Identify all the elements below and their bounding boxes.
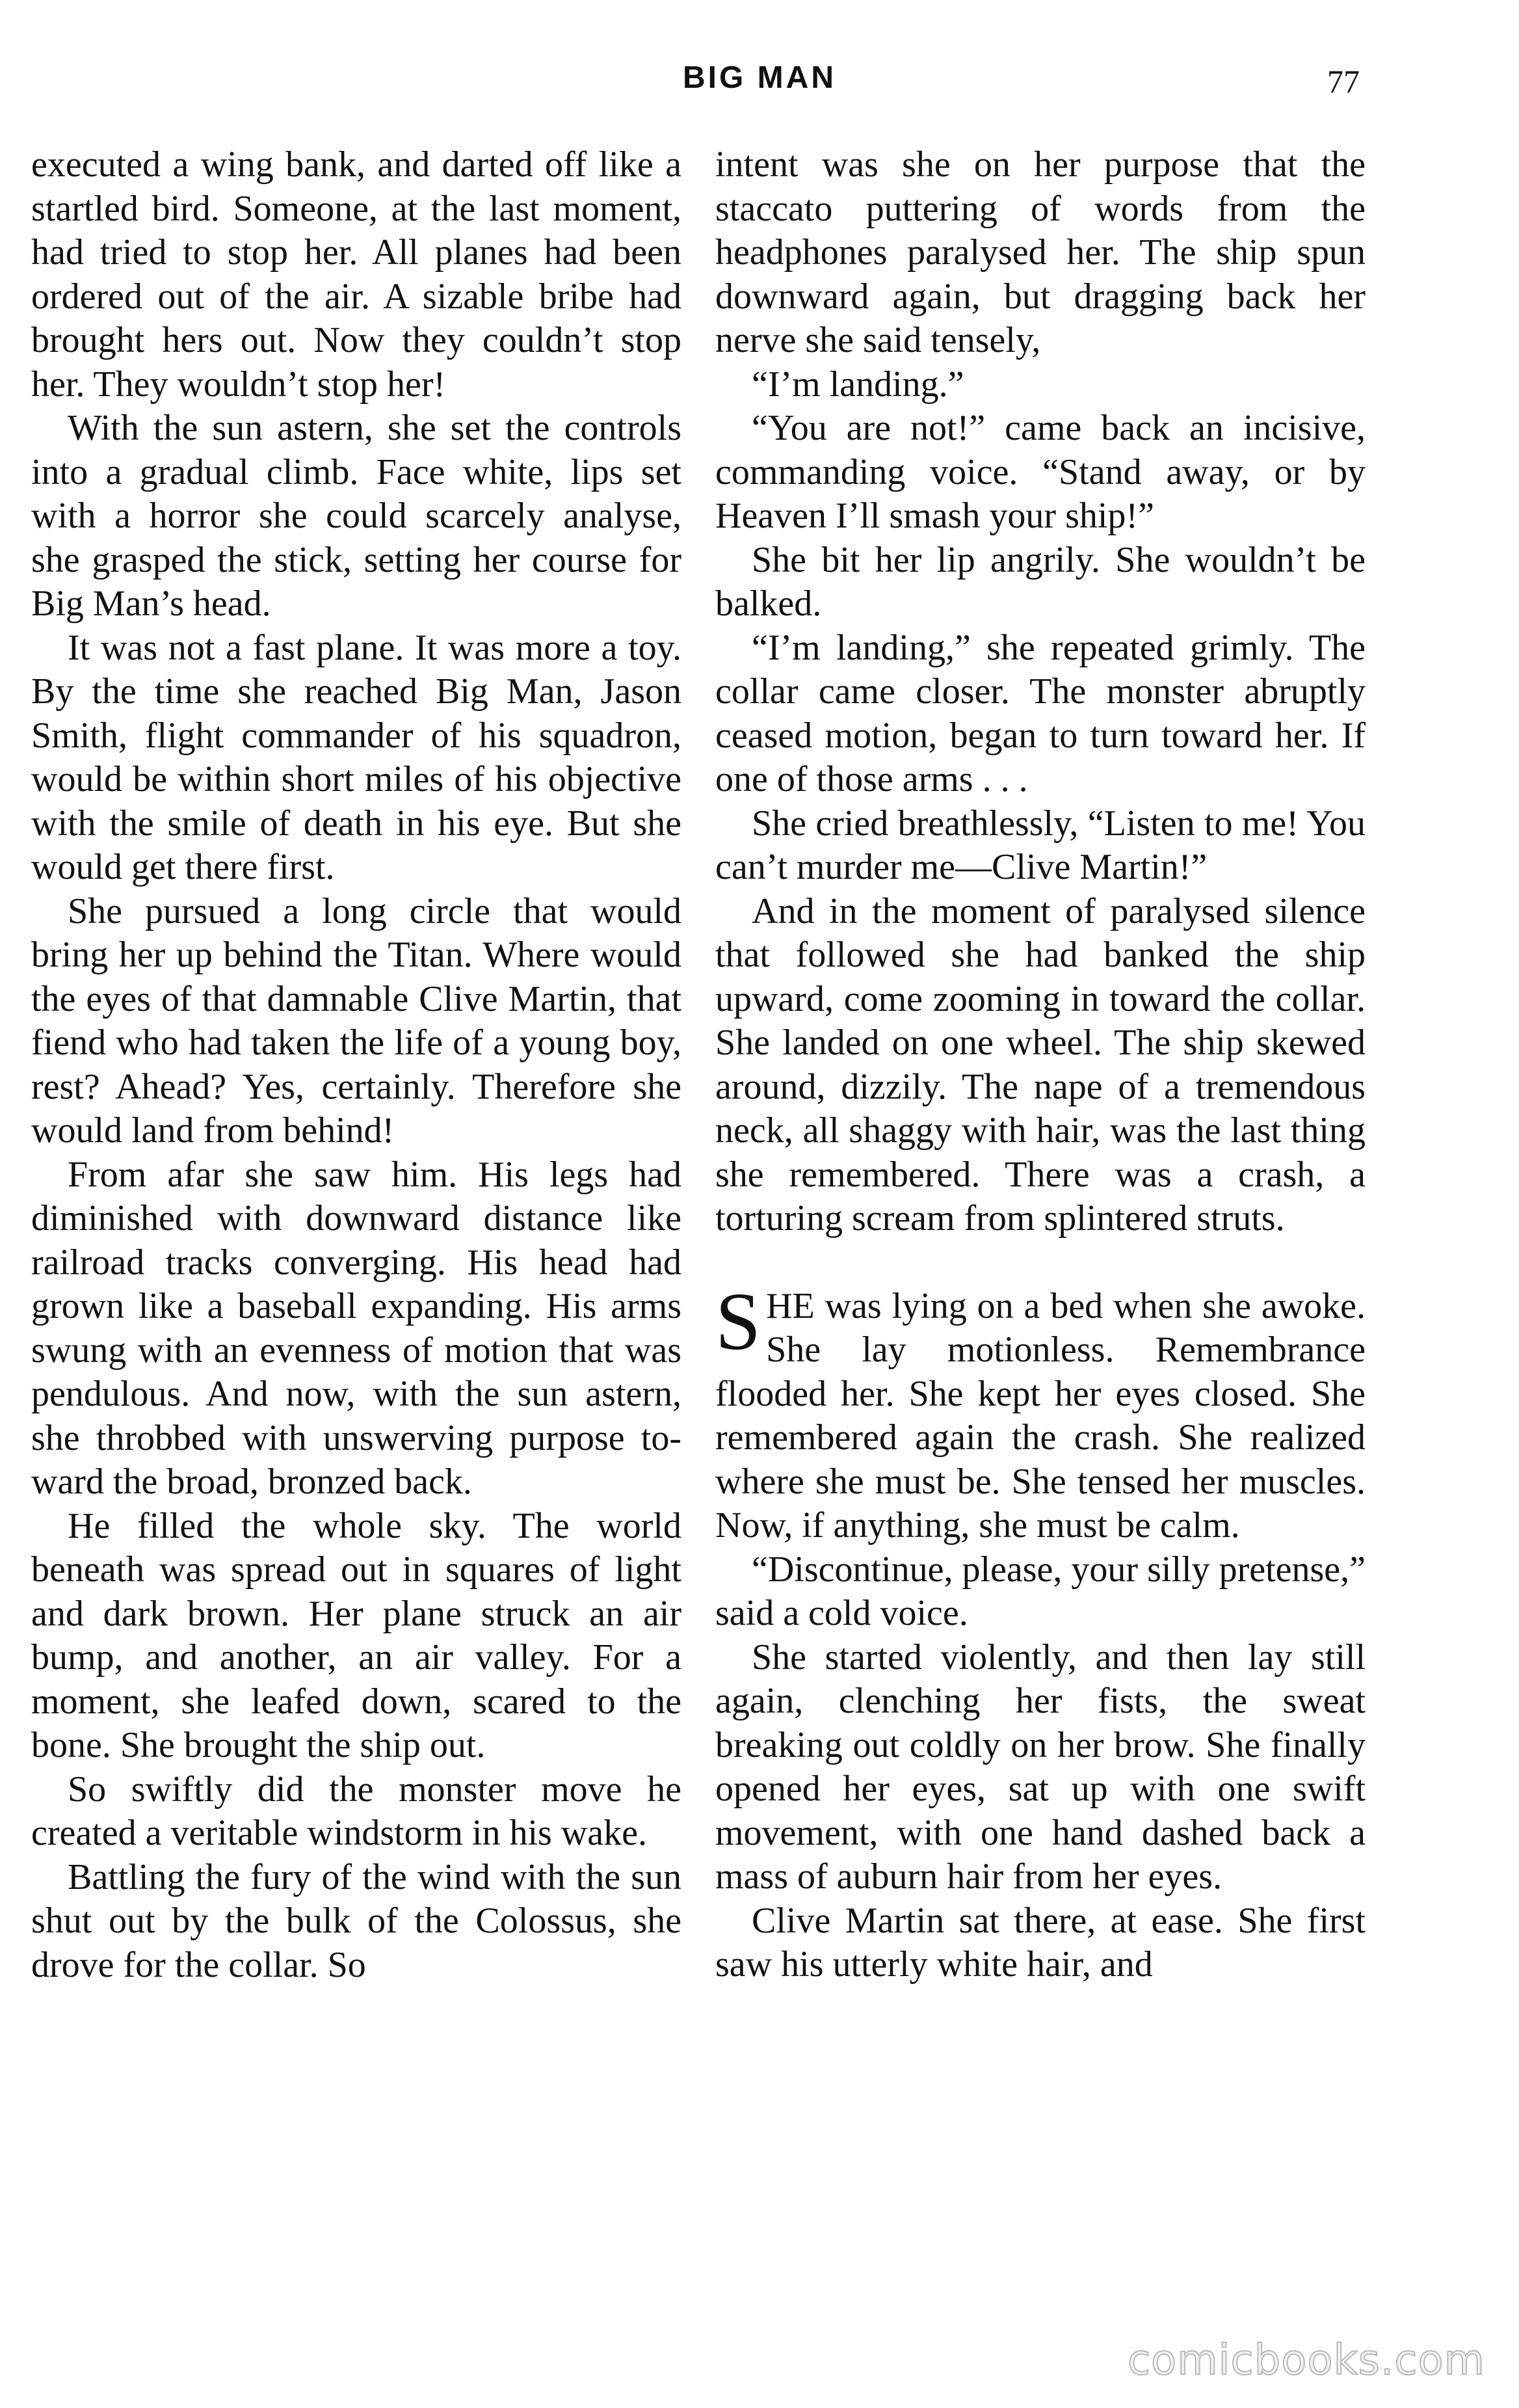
paragraph: From afar she saw him. His legs had diminished with downward distance like railroad tracks converging. His head had grown like a baseball expanding. His arms swung with an evenness of motion that was pendulous. And now, with the sun astern, she throbbed with unswerving purpose toward the broad, bronzed back. xyxy=(31,1154,681,1502)
running-title: BIG MAN xyxy=(683,60,836,95)
section-opening-paragraph xyxy=(715,1276,1366,1548)
left-column xyxy=(31,143,681,1987)
paragraph: It was not a fast plane. It was more a toy. By the time she reached Big Man, Jason Smith, flight commander of his squadron, would be within short miles of his objective with the smile of death in his eye. But she would get there first. xyxy=(31,627,681,887)
paragraph: “You are not!” came back an incisive, commanding voice. “Stand away, or by Heaven I’ll smash your ship!” xyxy=(715,408,1366,536)
paragraph: “I’m landing,” she repeated grimly. The collar came closer. The monster abruptly ceased motion, began to turn toward her. If one of those arms . . . xyxy=(715,627,1366,799)
paragraph: She started violently, and then lay still again, clenching her fists, the sweat breaking out coldly on her brow. She finally opened her eyes, sat up with one swift movement, with one hand dashed back a mass of auburn hair from her eyes. xyxy=(715,1637,1366,1897)
paragraph: intent was she on her purpose that the staccato puttering of words from the headphones paralysed her. The ship spun downward again, but dragging back her nerve she said tensely, xyxy=(715,144,1366,360)
paragraph-text-start: executed a wing bank, and darted off like a startled bird. Someone, at the last moment, had tried to stop her. All planes had been ordered out of the air. A sizable bribe had brought hers out. Now they couldn’t stop her. They wouldn’t stop her! xyxy=(31,144,681,405)
paragraph: “I’m landing.” xyxy=(752,364,964,405)
section-opening-text: HE was lying on a bed when she awoke. She lay motionless. Remembrance flooded her. She kept her eyes closed. She remembered again the crash. She realized where she must be. She tensed her muscles. Now, if anything, she must be calm. xyxy=(715,1285,1366,1545)
drop-cap: S xyxy=(715,1276,761,1367)
paragraph: With the sun astern, she set the controls into a gradual climb. Face white, lips set with a horror she could scarcely analyse, she grasped the stick, setting her course for Big Man’s head. xyxy=(31,408,681,624)
paragraph: She cried breathlessly, “Listen to me! You can’t murder me—Clive Martin!” xyxy=(715,803,1366,887)
running-head xyxy=(0,60,1519,112)
right-column xyxy=(715,143,1366,1987)
paragraph: Battling the fury of the wind with the sun shut out by the bulk of the Colossus, she drove for the collar. So xyxy=(31,1856,681,1985)
paragraph: “Discontinue, please, your silly pretense,” said a cold voice. xyxy=(715,1549,1366,1633)
paragraph: She bit her lip angrily. She wouldn’t be balked. xyxy=(715,539,1366,624)
page-number: 77 xyxy=(1327,63,1360,100)
paragraph: So swiftly did the monster move he created a veritable windstorm in his wake. xyxy=(31,1769,681,1853)
paragraph xyxy=(31,143,681,407)
watermark-logo: comicbooks.com xyxy=(1127,2336,1485,2385)
paragraph: And in the moment of paralysed silence that followed she had banked the ship upward, come zooming in toward the collar. She landed on one wheel. The ship skewed around, dizzily. The nape of a tremendous neck, all shaggy with hair, was the last thing she remembered. There was a crash, a torturing scream from splintered struts. xyxy=(715,890,1366,1238)
paragraph: She pursued a long circle that would bring her up behind the Titan. Where would the eyes of that damnable Clive Martin, that fiend who had taken the life of a young boy, rest? Ahead? Yes, certainly. Therefore she would land from behind! xyxy=(31,890,681,1151)
paragraph: Clive Martin sat there, at ease. She first saw his utterly white hair, and xyxy=(715,1900,1366,1985)
paragraph: He filled the whole sky. The world beneath was spread out in squares of light and dark brown. Her plane struck an air bump, and another, an air valley. For a moment, she leafed down, scared to the bone. She brought the ship out. xyxy=(31,1505,681,1765)
